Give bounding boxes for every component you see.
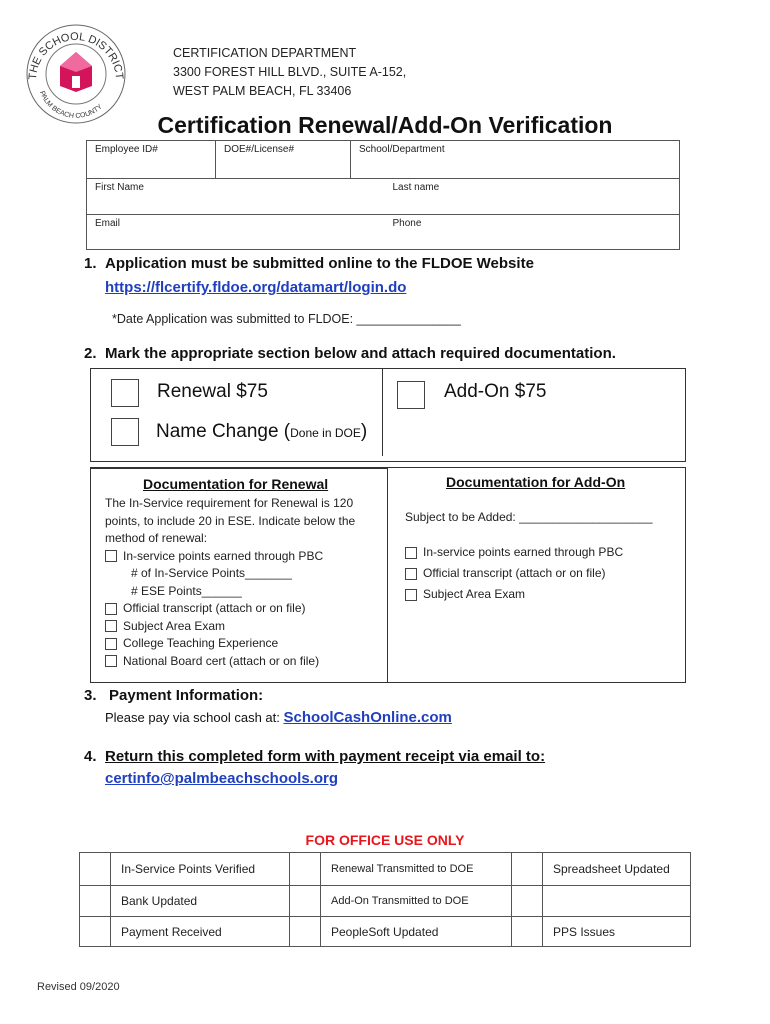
office-item-label <box>543 886 691 917</box>
documentation-divider <box>387 468 388 682</box>
office-item-label: Payment Received <box>111 917 290 947</box>
national-board-label: National Board cert (attach or on file) <box>123 653 320 668</box>
addon-transcript-checkbox[interactable] <box>405 568 417 580</box>
name-change-close-paren: ) <box>360 421 368 442</box>
seal-top-text: THE SCHOOL DISTRICT <box>26 30 126 81</box>
subject-exam-label: Subject Area Exam <box>123 618 226 633</box>
addon-option <box>405 563 623 584</box>
office-check-cell[interactable] <box>290 853 321 886</box>
office-item-label: Bank Updated <box>111 886 290 917</box>
office-item-label: Spreadsheet Updated <box>543 853 691 886</box>
office-check-cell[interactable] <box>80 886 111 917</box>
office-use-heading: FOR OFFICE USE ONLY <box>305 832 465 848</box>
address-block <box>173 44 406 101</box>
date-submitted-note: *Date Application was submitted to FLDOE: _______________ <box>112 312 461 326</box>
school-district-seal <box>24 22 128 126</box>
office-check-cell[interactable] <box>512 917 543 947</box>
renewal-requirements <box>105 495 380 670</box>
ese-points-field[interactable]: # ESE Points______ <box>131 583 242 598</box>
num-inservice-points-field[interactable]: # of In-Service Points_______ <box>131 566 292 580</box>
schoolhouse-icon <box>60 52 92 92</box>
office-item-label: PeopleSoft Updated <box>321 917 512 947</box>
renewal-intro-line-1: The In-Service requirement for Renewal is 120 <box>105 496 354 510</box>
addon-inservice-checkbox[interactable] <box>405 547 417 559</box>
addon-documentation-heading: Documentation for Add-On <box>446 474 626 490</box>
addon-label: Add-On $75 <box>444 381 547 402</box>
addon-inservice-label: In-service points earned through PBC <box>423 545 624 559</box>
addon-checkbox[interactable] <box>397 381 425 409</box>
section-3-heading: Payment Information: <box>109 687 264 704</box>
section-4-number: 4. <box>84 748 97 765</box>
renewal-addon-selection-box <box>90 368 686 462</box>
addon-requirements <box>405 542 623 605</box>
renewal-intro-line-3: method of renewal: <box>105 531 208 545</box>
college-teaching-label: College Teaching Experience <box>123 636 279 650</box>
section-2-number: 2. <box>84 345 97 362</box>
section-4-heading: Return this completed form with payment receipt via email to: <box>105 748 546 765</box>
addon-option <box>405 542 623 563</box>
inservice-label: In-service points earned through PBC <box>123 548 324 563</box>
phone-field[interactable]: Phone <box>351 215 680 250</box>
payment-instruction <box>105 709 452 726</box>
section-1-number: 1. <box>84 255 97 272</box>
office-item-label: In-Service Points Verified <box>111 853 290 886</box>
school-department-field[interactable]: School/Department <box>351 141 680 179</box>
office-check-cell[interactable] <box>290 917 321 947</box>
address-line-1: 3300 FOREST HILL BLVD., SUITE A-152, <box>173 65 407 79</box>
renewal-label: Renewal $75 <box>157 381 268 402</box>
office-check-cell[interactable] <box>80 853 111 886</box>
address-line-2: WEST PALM BEACH, FL 33406 <box>173 84 352 98</box>
employee-info-table <box>86 140 680 250</box>
department-name: CERTIFICATION DEPARTMENT <box>173 46 357 60</box>
seal-bottom-text: PALM BEACH COUNTY <box>38 90 104 120</box>
office-check-cell[interactable] <box>512 853 543 886</box>
renewal-option <box>105 635 380 653</box>
addon-exam-checkbox[interactable] <box>405 589 417 601</box>
page-title: Certification Renewal/Add-On Verification <box>157 112 613 138</box>
office-item-label: Add-On Transmitted to DOE <box>321 886 512 917</box>
addon-option <box>405 584 623 605</box>
done-in-doe-note: Done in DOE <box>290 426 361 440</box>
renewal-heading-rule <box>91 468 387 469</box>
schoolcash-link[interactable]: SchoolCashOnline.com <box>283 709 452 726</box>
inservice-checkbox[interactable] <box>105 550 117 562</box>
doe-license-field[interactable]: DOE#/License# <box>216 141 351 179</box>
transcript-checkbox[interactable] <box>105 603 117 615</box>
documentation-box <box>90 467 686 683</box>
transcript-label: Official transcript (attach or on file) <box>123 601 306 615</box>
office-check-cell[interactable] <box>290 886 321 917</box>
renewal-checkbox[interactable] <box>111 379 139 407</box>
name-change-checkbox[interactable] <box>111 418 139 446</box>
addon-transcript-label: Official transcript (attach or on file) <box>423 566 606 580</box>
inservice-option <box>105 548 380 566</box>
office-check-cell[interactable] <box>512 886 543 917</box>
addon-exam-label: Subject Area Exam <box>423 587 526 601</box>
subject-exam-checkbox[interactable] <box>105 620 117 632</box>
payment-text: Please pay via school cash at: <box>105 710 280 725</box>
renewal-option <box>105 600 380 618</box>
national-board-checkbox[interactable] <box>105 655 117 667</box>
office-use-table <box>79 852 691 947</box>
first-name-field[interactable]: First Name <box>87 179 351 215</box>
employee-id-field[interactable]: Employee ID# <box>87 141 216 179</box>
name-change-text: Name Change ( <box>156 421 291 442</box>
selection-divider <box>382 369 383 456</box>
last-name-field[interactable]: Last name <box>351 179 680 215</box>
office-item-label: Renewal Transmitted to DOE <box>321 853 512 886</box>
renewal-intro-line-2: points, to include 20 in ESE. Indicate below the <box>105 513 356 528</box>
fldoe-website-link[interactable]: https://flcertify.fldoe.org/datamart/login.do <box>105 279 407 296</box>
email-field[interactable]: Email <box>87 215 351 250</box>
section-3-number: 3. <box>84 687 97 704</box>
revision-date: Revised 09/2020 <box>37 981 120 993</box>
college-teaching-checkbox[interactable] <box>105 638 117 650</box>
section-2-heading: Mark the appropriate section below and attach required documentation. <box>105 345 616 362</box>
certinfo-email-link[interactable]: certinfo@palmbeachschools.org <box>105 770 339 787</box>
renewal-option <box>105 653 380 671</box>
office-item-label: PPS Issues <box>543 917 691 947</box>
section-1-heading: Application must be submitted online to the FLDOE Website <box>105 255 534 272</box>
renewal-option <box>105 618 380 636</box>
subject-to-be-added-field[interactable]: Subject to be Added: ____________________ <box>405 510 653 524</box>
name-change-label <box>156 421 367 443</box>
office-check-cell[interactable] <box>80 917 111 947</box>
renewal-documentation-heading: Documentation for Renewal <box>143 476 329 492</box>
